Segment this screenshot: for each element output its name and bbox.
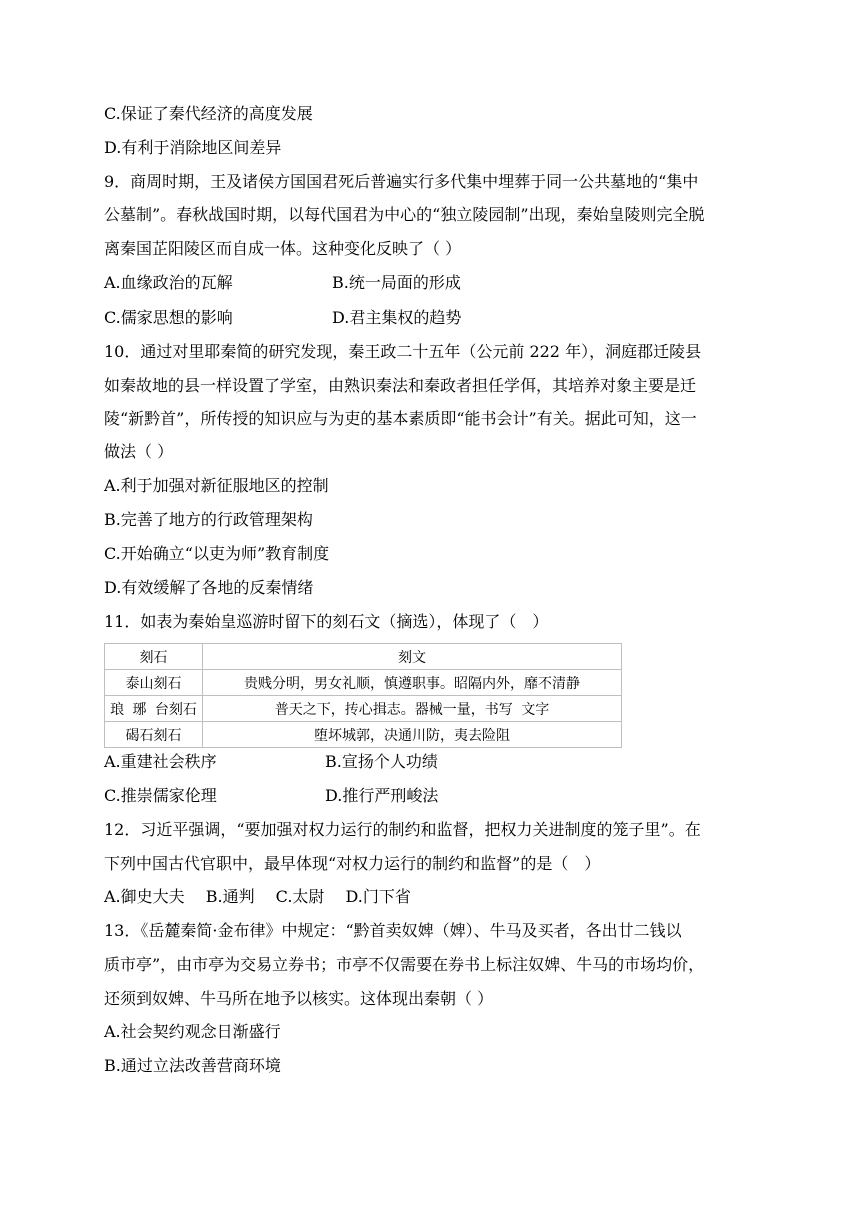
q9-stem-line-1: 9．商周时期，王及诸侯方国国君死后普遍实行多代集中埋葬于同一公共墓地的“集中	[104, 172, 699, 191]
table-row	[105, 722, 622, 748]
table-cell: 贵贱分明，男女礼顺，慎遵职事。昭隔内外，靡不清静	[203, 670, 622, 696]
q11-option-a: A.重建社会秩序	[104, 752, 217, 771]
q12-stem-line-1: 12．习近平强调，“要加强对权力运行的制约和监督，把权力关进制度的笼子里”。在	[104, 820, 701, 839]
table-cell: 碣石刻石	[105, 722, 203, 748]
q11-option-b: B.宣扬个人功绩	[325, 752, 438, 771]
table-row	[105, 696, 622, 722]
q13-stem-line-2: 质市亭”，由市亭为交易立券书；市亭不仅需要在券书上标注奴婢、牛马的市场均价，	[104, 955, 705, 974]
q10-stem-line-4: 做法（ ）	[104, 442, 174, 461]
q10-option-a: A.利于加强对新征服地区的控制	[104, 476, 329, 495]
q13-option-a: A.社会契约观念日渐盛行	[104, 1022, 281, 1041]
q10-option-b: B.完善了地方的行政管理架构	[104, 510, 313, 529]
q8-option-d: D.有利于消除地区间差异	[104, 138, 282, 157]
q9-option-d: D.君主集权的趋势	[332, 308, 462, 327]
q12-stem-line-2: 下列中国古代官职中，最早体现“对权力运行的制约和监督”的是（ ）	[104, 854, 601, 873]
q11-option-c: C.推崇儒家伦理	[104, 786, 217, 805]
q13-stem-line-1: 13．《岳麓秦简·金布律》中规定：“黔首卖奴婢（婢）、牛马及买者，各出廿二钱以	[104, 921, 682, 940]
q9-stem-line-3: 离秦国芷阳陵区而自成一体。这种变化反映了（ ）	[104, 239, 462, 258]
q11-stem: 11．如表为秦始皇巡游时留下的刻石文（摘选），体现了（ ）	[104, 612, 549, 631]
stone-inscription-table	[104, 643, 622, 748]
table-header-cell: 刻石	[105, 644, 203, 670]
table-cell: 琅 琊 台刻石	[105, 696, 203, 722]
q9-option-c: C.儒家思想的影响	[104, 308, 233, 327]
q10-stem-line-2: 如秦故地的县一样设置了学室，由熟识秦法和秦政者担任学佴，其培养对象主要是迁	[104, 376, 697, 395]
q9-option-a: A.血缘政治的瓦解	[104, 273, 233, 292]
table-cell: 堕坏城郭，决通川防，夷去险阻	[203, 722, 622, 748]
q11-option-d: D.推行严刑峻法	[325, 786, 439, 805]
table-header-row	[105, 644, 622, 670]
q9-stem-line-2: 公墓制”。春秋战国时期，以每代国君为中心的“独立陵园制”出现，秦始皇陵则完全脱	[104, 205, 705, 224]
table-cell: 泰山刻石	[105, 670, 203, 696]
q13-stem-line-3: 还须到奴婢、牛马所在地予以核实。这体现出秦朝（ ）	[104, 989, 494, 1008]
q10-stem-line-1: 10．通过对里耶秦简的研究发现，秦王政二十五年（公元前 222 年），洞庭郡迁陵县	[104, 342, 702, 361]
q12-options: A.御史大夫 B.通判 C.太尉 D.门下省	[104, 887, 411, 906]
table-header-cell: 刻文	[203, 644, 622, 670]
q10-stem-line-3: 陵“新黔首”，所传授的知识应与为吏的基本素质即“能书会计”有关。据此可知，这一	[104, 409, 697, 428]
table-cell: 普天之下，抟心揖志。器械一量，书写 文字	[203, 696, 622, 722]
q9-option-b: B.统一局面的形成	[332, 273, 461, 292]
q10-option-d: D.有效缓解了各地的反秦情绪	[104, 578, 314, 597]
q13-option-b: B.通过立法改善营商环境	[104, 1056, 281, 1075]
table-row	[105, 670, 622, 696]
q10-option-c: C.开始确立“以吏为师”教育制度	[104, 544, 330, 563]
q8-option-c: C.保证了秦代经济的高度发展	[104, 104, 313, 123]
